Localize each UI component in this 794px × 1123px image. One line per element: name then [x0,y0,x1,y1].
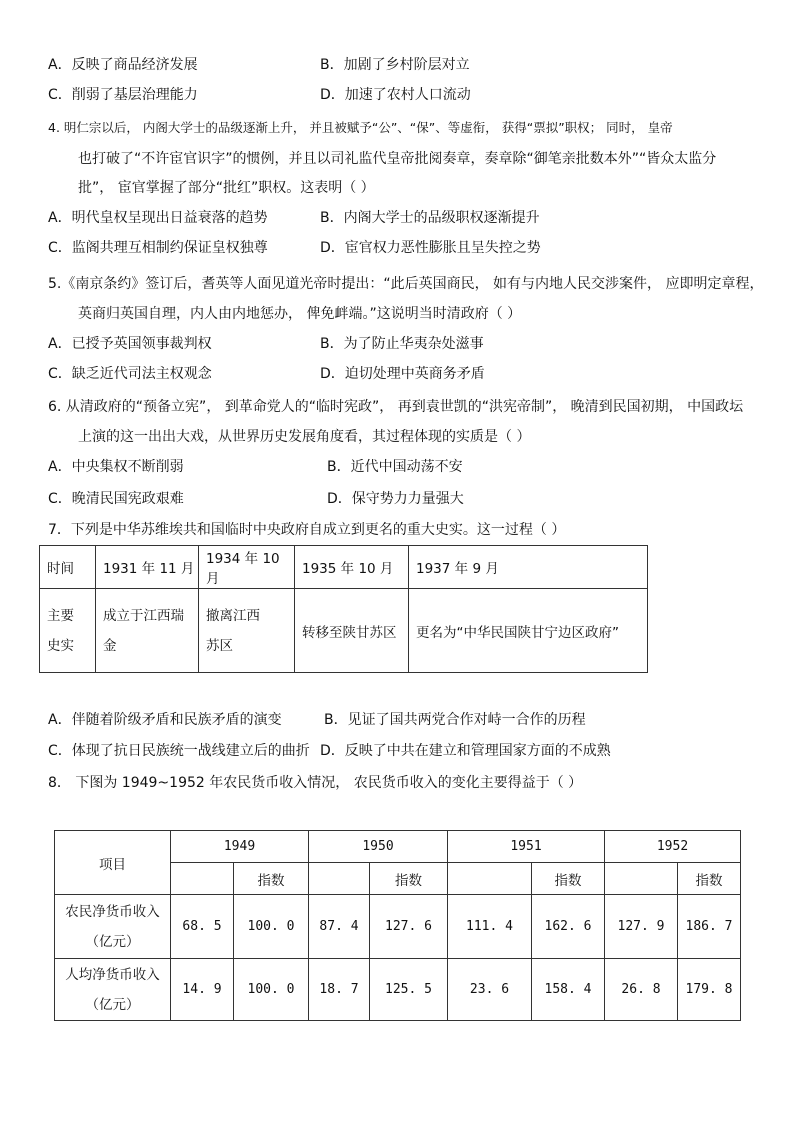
q8-year-header: 1952 [605,831,741,863]
q8-value-subheader [309,863,370,895]
q8-cell: 162. 6 [532,895,605,959]
q8-value-subheader [448,863,532,895]
q5-option-a: A．已授予英国领事裁判权 [48,336,212,352]
q4-option-d: D．宦官权力恶性膨胀且呈失控之势 [320,240,541,256]
q8-cell: 14. 9 [171,959,234,1021]
q6-option-a: A．中央集权不断削弱 [48,459,184,475]
q4-option-b: B．内阁大学士的品级职权逐渐提升 [320,210,540,226]
q8-cell: 111. 4 [448,895,532,959]
q8-year-header: 1950 [309,831,448,863]
q8-value-subheader [605,863,678,895]
q7-option-b: B．见证了国共两党合作对峙一合作的历程 [324,712,586,728]
q5-stem-line-1: 5.《南京条约》签订后，耆英等人面见道光帝时提出：“此后英国商民， 如有与内地人民交涉案件， 应即明定章程， [48,276,764,292]
q8-cell: 125. 5 [370,959,448,1021]
q6-option-b: B．近代中国动荡不安 [327,459,463,475]
q8-cell: 26. 8 [605,959,678,1021]
q7-option-c: C．体现了抗日民族统一战线建立后的曲折 [48,743,310,759]
q8-row-label-line: （亿元） [85,996,140,1013]
q7-fact-cell [199,589,295,673]
q7-fact-cell: 更名为“中华民国陕甘宁边区政府” [409,589,648,673]
q5-stem-line-2: 英商归英国自理，内人由内地惩办， 俾免衅端。”这说明当时清政府（ ） [78,306,522,322]
q8-row-label [55,959,171,1021]
q8-year-header: 1949 [171,831,309,863]
q7-header-cell: 时间 [40,546,96,589]
q6-option-c: C．晚清民国宪政艰难 [48,491,184,507]
q5-option-b: B．为了防止华夷杂处滋事 [320,336,484,352]
q8-cell: 87. 4 [309,895,370,959]
q4-option-a: A．明代皇权呈现出日益衰落的趋势 [48,210,268,226]
q7-row-label-line: 史实 [47,637,74,654]
q8-cell: 68. 5 [171,895,234,959]
q8-cell: 18. 7 [309,959,370,1021]
q7-option-a: A．伴随着阶级矛盾和民族矛盾的演变 [48,712,282,728]
q5-option-d: D．迫切处理中英商务矛盾 [320,366,485,382]
q7-row-label-line: 主要 [47,607,74,624]
q3-option-b: B．加剧了乡村阶层对立 [320,57,470,73]
q4-stem-line-2: 也打破了“不许宦官识字”的惯例，并且以司礼监代皇帝批阅奏章，奏章除“御笔亲批数本外”“皆众太监分 [78,151,717,167]
q8-row-label-line: 人均净货币收入 [65,966,160,983]
q7-fact-cell [96,589,199,673]
q8-row-label [55,895,171,959]
q7-fact-line: 成立于江西瑞 [103,607,184,624]
q8-index-subheader: 指数 [678,863,741,895]
q8-index-subheader: 指数 [370,863,448,895]
q3-option-c: C．削弱了基层治理能力 [48,87,198,103]
q6-stem-line-2: 上演的这一出出大戏，从世界历史发展角度看，其过程体现的实质是（ ） [78,429,531,445]
q7-fact-line: 撤离江西 [206,607,260,624]
q4-option-c: C．监阁共理互相制约保证皇权独尊 [48,240,268,256]
q6-option-d: D．保守势力力量强大 [327,491,464,507]
q7-table [39,545,648,673]
q8-row-label-line: （亿元） [85,933,140,950]
q8-cell: 127. 9 [605,895,678,959]
q4-stem-line-1: 4. 明仁宗以后， 内阁大学士的品级逐渐上升， 并且被赋予“公”、“保”、等虚衔， 获得“票拟”职权； 同时， 皇帝 [48,120,673,135]
q8-index-subheader: 指数 [532,863,605,895]
q4-stem-line-3: 批”， 宦官掌握了部分“批红”职权。这表明（ ） [78,180,375,196]
q8-cell: 158. 4 [532,959,605,1021]
q7-fact-line: 苏区 [206,637,233,654]
q8-year-header: 1951 [448,831,605,863]
q8-value-subheader [171,863,234,895]
q8-table [54,830,741,1021]
q7-header-cell: 1937 年 9 月 [409,546,648,589]
q8-stem: 8． 下图为 1949~1952 年农民货币收入情况， 农民货币收入的变化主要得益于（ ） [48,775,583,791]
q8-index-subheader: 指数 [234,863,309,895]
q8-cell: 179. 8 [678,959,741,1021]
q3-option-a: A．反映了商品经济发展 [48,57,198,73]
q7-option-d: D．反映了中共在建立和管理国家方面的不成熟 [320,743,611,759]
q8-item-header: 项目 [55,831,171,895]
q8-cell: 23. 6 [448,959,532,1021]
q7-header-cell: 1931 年 11 月 [96,546,199,589]
q3-option-d: D．加速了农村人口流动 [320,87,471,103]
q7-fact-line: 金 [103,637,117,654]
q8-row-label-line: 农民净货币收入 [65,903,160,920]
q8-cell: 127. 6 [370,895,448,959]
q7-row-label [40,589,96,673]
q7-fact-cell: 转移至陕甘苏区 [295,589,409,673]
q8-cell: 100. 0 [234,895,309,959]
q6-stem-line-1: 6. 从清政府的“预备立宪”， 到革命党人的“临时宪政”， 再到袁世凯的“洪宪帝制”， 晚清到民国初期， 中国政坛 [48,399,744,415]
q7-stem: 7．下列是中华苏维埃共和国临时中央政府自成立到更名的重大史实。这一过程（ ） [48,522,566,538]
q7-header-cell: 1934 年 10 月 [199,546,295,589]
q5-option-c: C．缺乏近代司法主权观念 [48,366,212,382]
q8-cell: 100. 0 [234,959,309,1021]
q7-header-cell: 1935 年 10 月 [295,546,409,589]
q8-cell: 186. 7 [678,895,741,959]
